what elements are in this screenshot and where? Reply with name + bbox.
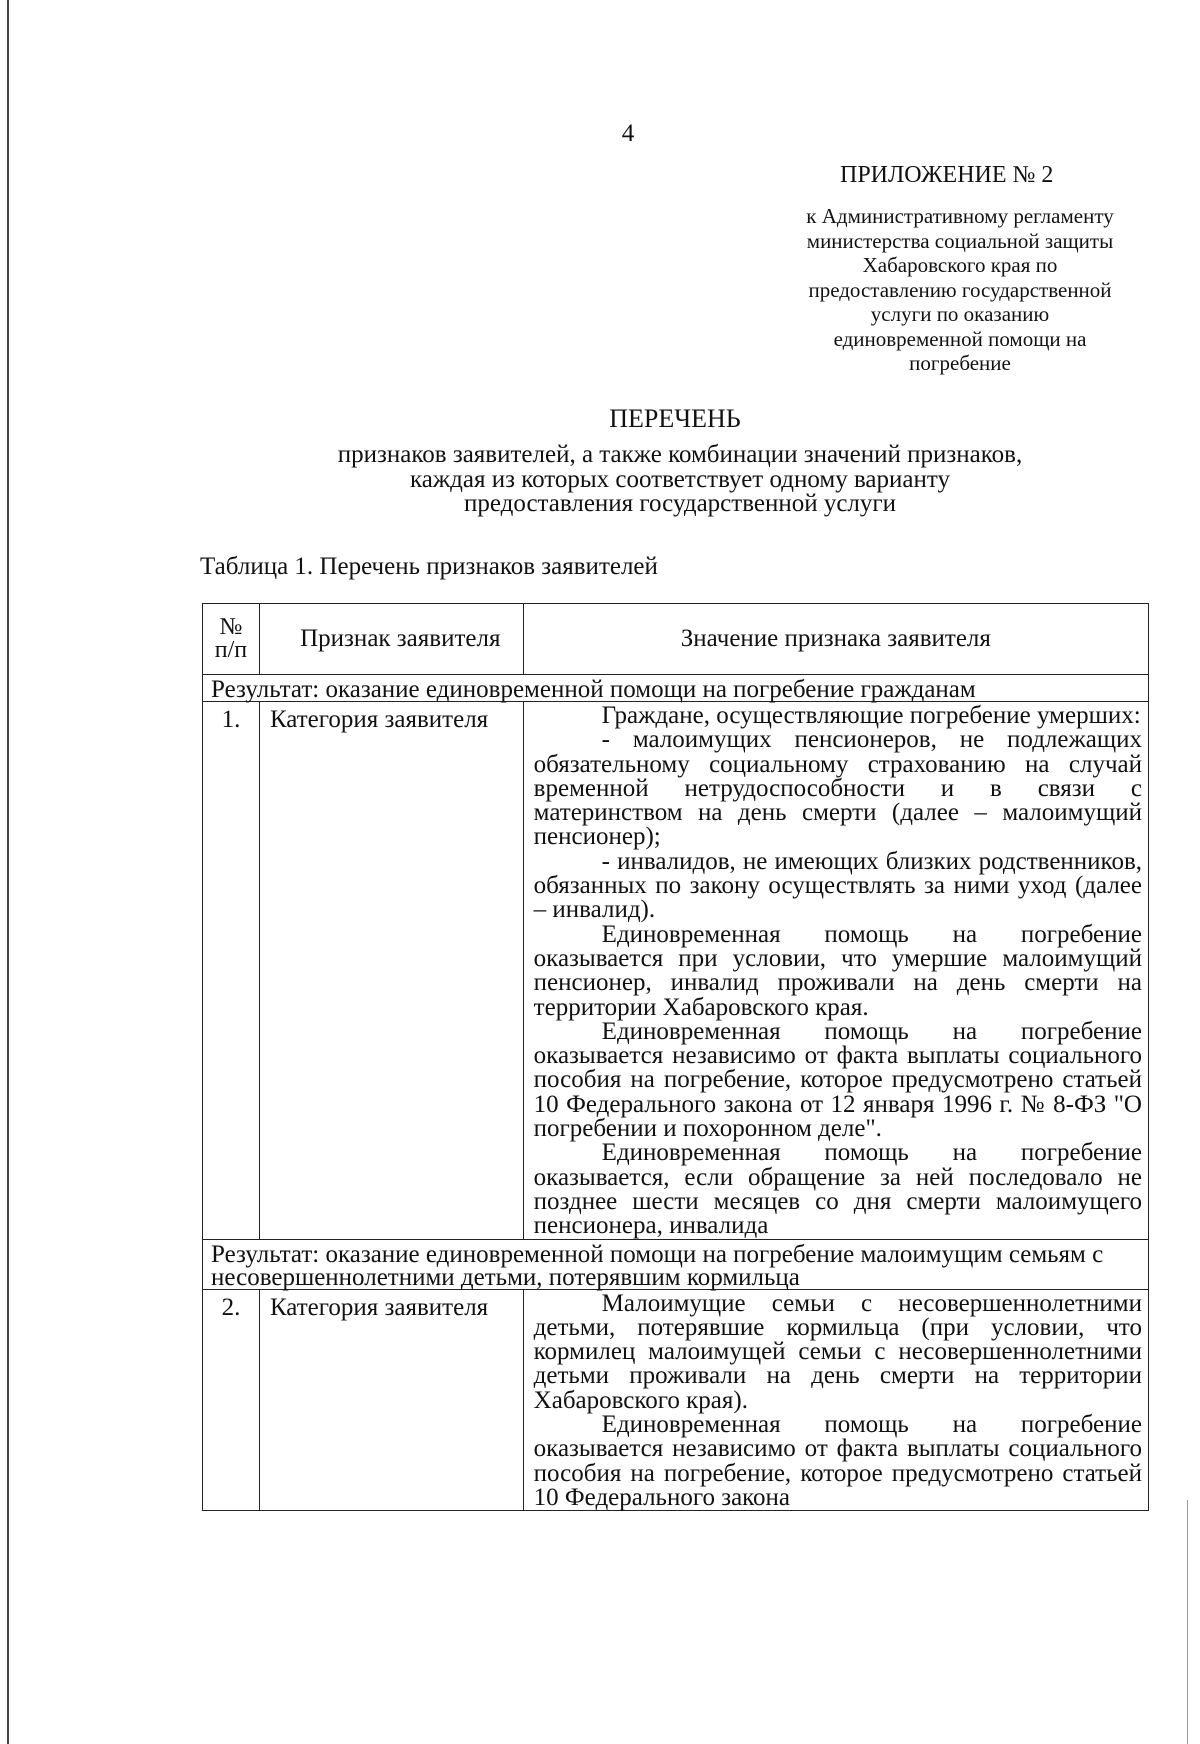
list-title: ПЕРЕЧЕНЬ xyxy=(609,404,741,433)
header-number-line1: № xyxy=(219,614,243,640)
value-paragraph: Граждане, осуществляющие погребение умерших: xyxy=(601,702,1141,729)
value-paragraph: Единовременная помощь на погребение оказывается, если обращение за ней последовало не позднее шести месяцев со дня смерти малоимущего пенсионера, инвалида xyxy=(533,1139,1142,1240)
result-text: Результат: оказание единовременной помощи на погребение гражданам xyxy=(203,675,1149,702)
table-row xyxy=(203,1289,1149,1511)
value-paragraph: Единовременная помощь на погребение оказывается при условии, что умершие малоимущий пенсионер, инвалид проживали на день смерти на территории Хабаровского края. xyxy=(533,920,1142,1021)
appendix-reference-line: погребение xyxy=(909,351,1011,375)
value-paragraph: - инвалидов, не имеющих близких родственников, обязанных по закону осуществлять за ними уход (далее – инвалид). xyxy=(533,847,1142,924)
scan-edge-left xyxy=(7,0,9,1744)
row-value xyxy=(523,1289,1148,1511)
subtitle-line: каждая из которых соответствует одному варианту xyxy=(410,465,950,493)
appendix-reference-line: услуги по оказанию xyxy=(870,302,1050,326)
list-subtitle xyxy=(270,443,1090,517)
appendix-title: ПРИЛОЖЕНИЕ № 2 xyxy=(840,162,1054,188)
subtitle-line: предоставления государственной услуги xyxy=(463,490,897,517)
value-paragraph: Малоимущие семьи с несовершеннолетними детьми, потерявшие кормильца (при условии, что кормилец малоимущей семьи с несовершеннолетними детьми проживали на день смерти на территории Хабаровского края). xyxy=(533,1289,1142,1414)
header-number-line2: п/п xyxy=(214,637,248,663)
row-sign: Категория заявителя xyxy=(259,1289,523,1511)
appendix-reference-line: к Административному регламенту xyxy=(806,204,1114,228)
row-sign: Категория заявителя xyxy=(259,702,523,1240)
appendix-reference-line: Хабаровского края по xyxy=(862,253,1058,277)
appendix-reference-line: единовременной помощи на xyxy=(833,326,1087,351)
page-number: 4 xyxy=(621,120,635,147)
row-number: 1. xyxy=(203,702,260,1240)
header-value: Значение признака заявителя xyxy=(523,604,1148,675)
row-number: 2. xyxy=(203,1289,260,1511)
appendix-reference-line: предоставлению государственной xyxy=(808,277,1112,302)
appendix-reference-line: министерства социальной защиты xyxy=(806,228,1114,253)
result-row xyxy=(203,675,1149,702)
result-row xyxy=(203,1239,1149,1289)
table-caption: Таблица 1. Перечень признаков заявителей xyxy=(200,553,658,580)
table-header-row xyxy=(203,604,1149,675)
table-row xyxy=(203,702,1149,1240)
result-text: Результат: оказание единовременной помощи на погребение малоимущим семьям с несовершеннолетними детьми, потерявшим кормильца xyxy=(203,1239,1149,1289)
value-paragraph: Единовременная помощь на погребение оказывается независимо от факта выплаты социального пособия на погребение, которое предусмотрено статьей 10 Федерального закона xyxy=(533,1411,1142,1511)
value-paragraph: Единовременная помощь на погребение оказывается независимо от факта выплаты социального пособия на погребение, которое предусмотрено статьей 10 Федерального закона от 12 января 1996 г. № 8-ФЗ "О погребении и похоронном деле". xyxy=(533,1017,1142,1143)
scan-edge-right xyxy=(1187,1500,1188,1744)
subtitle-line: признаков заявителей, а также комбинации значений признаков, xyxy=(337,441,1023,468)
row-value xyxy=(523,702,1148,1240)
value-paragraph: - малоимущих пенсионеров, не подлежащих обязательному социальному страхованию на случай временной нетрудоспособности и в связи с материнством на день смерти (далее – малоимущий пенсионер); xyxy=(533,726,1142,851)
header-number xyxy=(203,604,260,675)
header-sign: Признак заявителя xyxy=(259,604,523,675)
applicant-signs-table xyxy=(202,603,1149,1511)
appendix-reference xyxy=(770,204,1150,376)
